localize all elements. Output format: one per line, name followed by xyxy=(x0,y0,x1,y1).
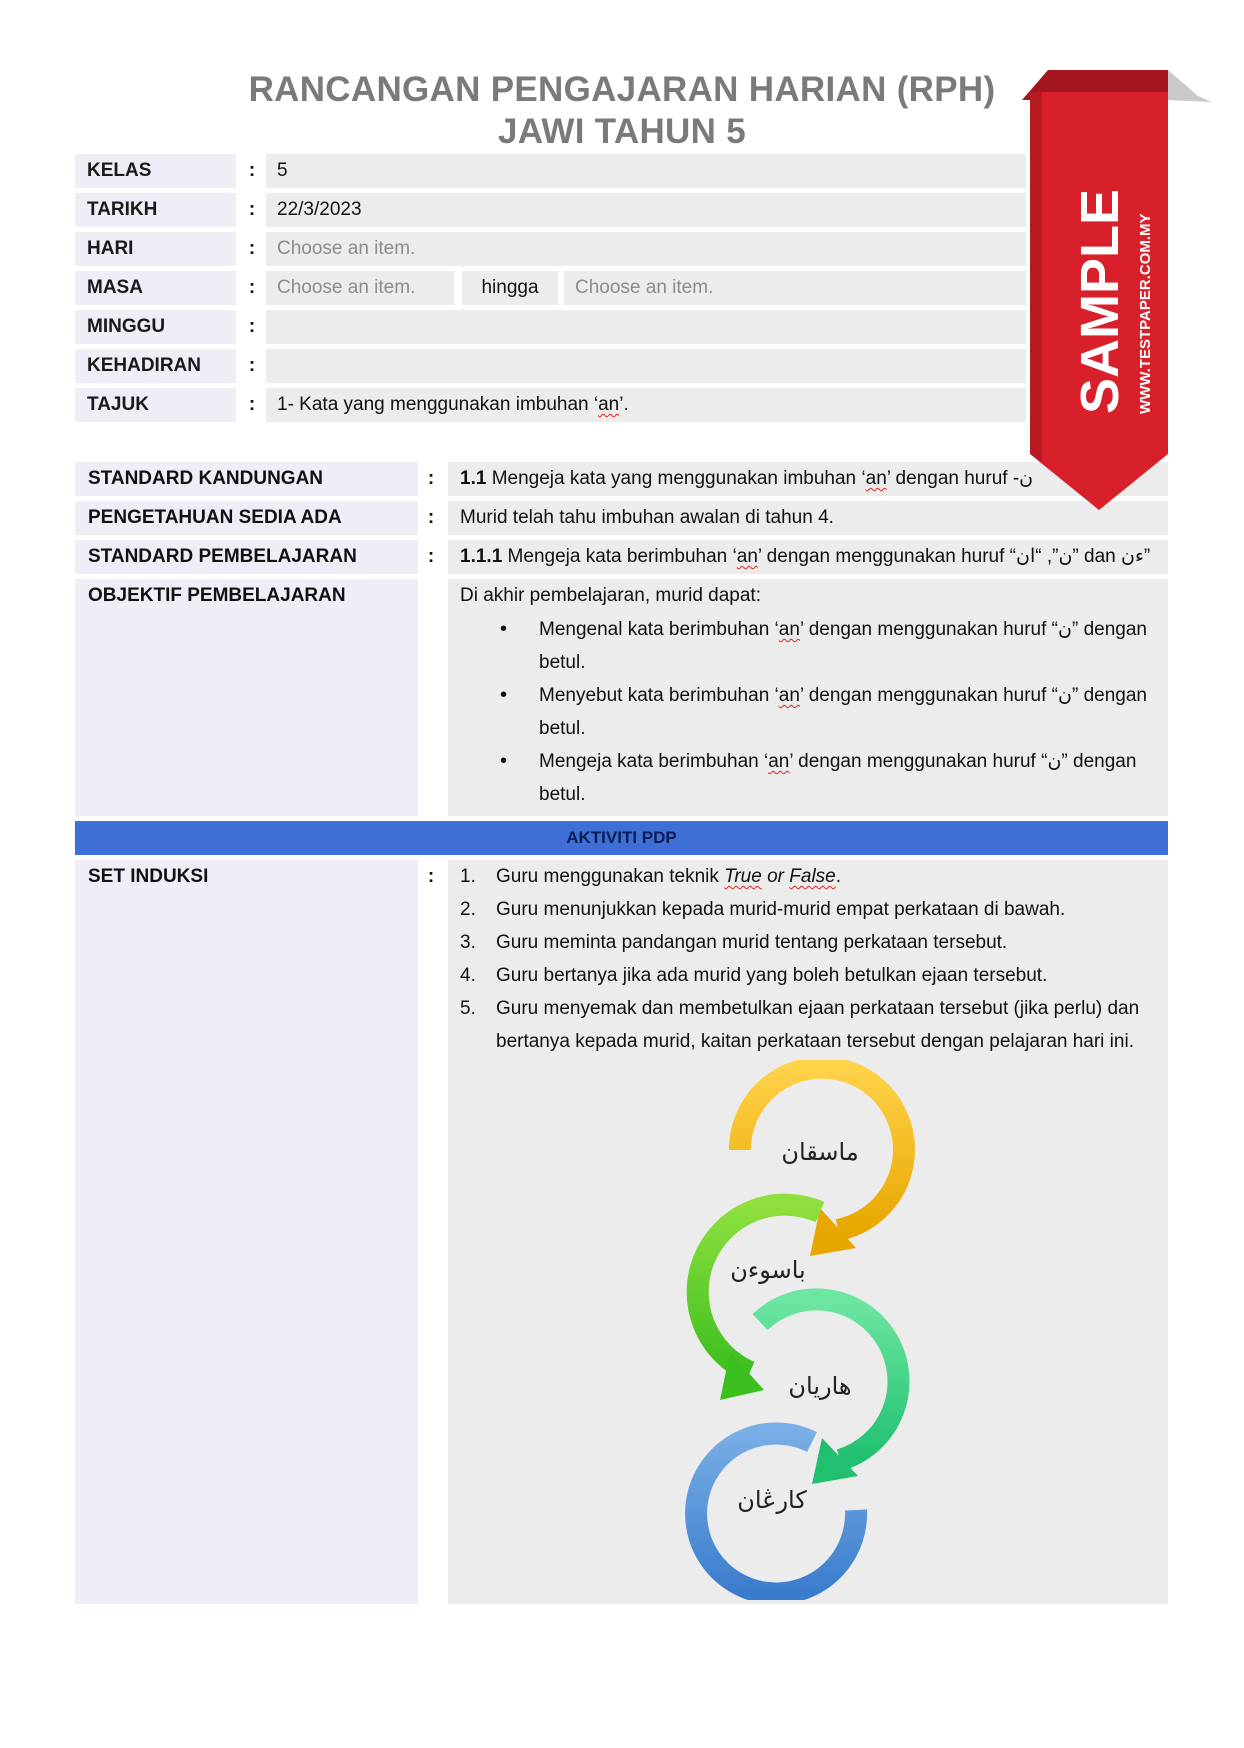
minggu-field[interactable] xyxy=(266,310,1026,344)
ribbon-sample-text: SAMPLE xyxy=(1070,188,1130,414)
aktiviti-pdp-header: AKTIVITI PDP xyxy=(75,821,1168,855)
step-number: 3. xyxy=(460,932,476,953)
hari-dropdown[interactable]: Choose an item. xyxy=(266,232,1026,266)
list-item xyxy=(500,613,1168,679)
objektif-item-pre: Mengeja kata berimbuhan ‘ xyxy=(539,751,769,772)
standard-kandungan-num: 1.1 xyxy=(460,468,487,489)
jawi-word-3: هاريان xyxy=(788,1372,852,1400)
document-title-line2: JAWI TAHUN 5 xyxy=(498,112,746,151)
tajuk-label: TAJUK xyxy=(75,388,236,422)
masa-colon: : xyxy=(248,277,256,298)
objektif-item-pre: Mengenal kata berimbuhan ‘ xyxy=(539,619,779,640)
jawi-word-2: باسوءن xyxy=(730,1256,806,1284)
kehadiran-field[interactable] xyxy=(266,349,1026,383)
objektif-item-post: ’ dengan menggunakan huruf “ن” dengan betul. xyxy=(539,619,1147,673)
step-number: 2. xyxy=(460,899,476,920)
pengetahuan-label: PENGETAHUAN SEDIA ADA xyxy=(75,501,418,535)
masa-from-dropdown[interactable]: Choose an item. xyxy=(266,271,454,305)
standard-pembelajaran-label: STANDARD PEMBELAJARAN xyxy=(75,540,418,574)
objektif-item-post: ’ dengan menggunakan huruf “ن” dengan betul. xyxy=(539,685,1147,739)
pengetahuan-text: Murid telah tahu imbuhan awalan di tahun 4. xyxy=(448,501,1168,535)
kehadiran-label: KEHADIRAN xyxy=(75,349,236,383)
objektif-label: OBJEKTIF PEMBELAJARAN xyxy=(75,579,418,816)
standard-pembelajaran-text xyxy=(448,540,1168,574)
step-text: Guru menunjukkan kepada murid-murid empat perkataan di bawah. xyxy=(496,899,1066,920)
ribbon-icon xyxy=(1020,62,1220,532)
objektif-content xyxy=(448,579,1168,816)
standard-kandungan-pre: Mengeja kata yang menggunakan imbuhan ‘ xyxy=(486,468,866,489)
list-item xyxy=(500,679,1168,745)
set-induksi-label: SET INDUKSI xyxy=(75,860,418,1604)
standard-pembelajaran-pre: Mengeja kata berimbuhan ‘ xyxy=(502,546,737,567)
step-number: 5. xyxy=(460,998,476,1019)
standard-kandungan-colon: : xyxy=(427,468,435,489)
jawi-word-4: كارڠان xyxy=(737,1486,807,1514)
standard-pembelajaran-num: 1.1.1 xyxy=(460,546,503,567)
standard-kandungan-post: ’ dengan huruf -ن xyxy=(886,468,1034,489)
masa-label: MASA xyxy=(75,271,236,305)
standard-pembelajaran-post: ’ dengan menggunakan huruf “ن”, “ان” dan ءن” xyxy=(757,546,1151,567)
document-title-line1: RANCANGAN PENGAJARAN HARIAN (RPH) xyxy=(248,70,996,109)
standard-kandungan-label: STANDARD KANDUNGAN xyxy=(75,462,418,496)
tajuk-text-an: an xyxy=(598,394,620,415)
objektif-item-post: ’ dengan menggunakan huruf “ن” dengan betul. xyxy=(539,751,1137,805)
step-false-word: False xyxy=(789,866,836,887)
set-induksi-colon: : xyxy=(427,866,435,887)
kelas-colon: : xyxy=(248,160,256,181)
kelas-field[interactable]: 5 xyxy=(266,154,1026,188)
step-true-word: True xyxy=(724,866,762,887)
step-text: Guru bertanya jika ada murid yang boleh betulkan ejaan tersebut. xyxy=(496,965,1048,986)
list-item xyxy=(500,745,1168,811)
step-number: 4. xyxy=(460,965,476,986)
kelas-label: KELAS xyxy=(75,154,236,188)
step-or-word: or xyxy=(761,866,790,887)
objektif-item-an: an xyxy=(778,685,800,706)
masa-hingga-label: hingga xyxy=(462,271,558,305)
sample-ribbon-watermark xyxy=(1020,62,1220,532)
standard-pembelajaran-an: an xyxy=(736,546,758,567)
objektif-item-an: an xyxy=(768,751,790,772)
step-text: Guru menggunakan teknik xyxy=(496,866,725,887)
objektif-item-pre: Menyebut kata berimbuhan ‘ xyxy=(539,685,779,706)
objektif-intro: Di akhir pembelajaran, murid dapat: xyxy=(460,585,761,606)
set-induksi-steps xyxy=(448,860,1168,1058)
list-item xyxy=(448,893,1168,926)
tajuk-text-post: ’. xyxy=(619,394,629,415)
tarikh-colon: : xyxy=(248,199,256,220)
step-text: Guru meminta pandangan murid tentang perkataan tersebut. xyxy=(496,932,1008,953)
step-text: Guru menyemak dan membetulkan ejaan perkataan tersebut (jika perlu) dan bertanya kepada murid, kaitan perkataan tersebut dengan pelajaran hari ini. xyxy=(496,998,1140,1052)
hari-colon: : xyxy=(248,238,256,259)
pengetahuan-colon: : xyxy=(427,507,435,528)
tarikh-label: TARIKH xyxy=(75,193,236,227)
tajuk-field[interactable] xyxy=(266,388,1026,422)
list-item xyxy=(448,992,1168,1058)
word-arrows-graphic xyxy=(660,1060,940,1600)
jawi-word-1: ماسقان xyxy=(781,1138,859,1166)
hari-label: HARI xyxy=(75,232,236,266)
tarikh-field[interactable]: 22/3/2023 xyxy=(266,193,1026,227)
tajuk-text-pre: 1- Kata yang menggunakan imbuhan ‘ xyxy=(277,394,599,415)
minggu-colon: : xyxy=(248,316,256,337)
objektif-item-an: an xyxy=(778,619,800,640)
standard-kandungan-an: an xyxy=(865,468,887,489)
list-item xyxy=(448,959,1168,992)
minggu-label: MINGGU xyxy=(75,310,236,344)
tajuk-colon: : xyxy=(248,394,256,415)
step-number: 1. xyxy=(460,866,476,887)
step-text-post: . xyxy=(835,866,842,887)
ribbon-url-text: WWW.TESTPAPER.COM.MY xyxy=(1137,213,1154,414)
kehadiran-colon: : xyxy=(248,355,256,376)
masa-to-dropdown[interactable]: Choose an item. xyxy=(564,271,1026,305)
list-item xyxy=(448,926,1168,959)
list-item xyxy=(448,860,1168,893)
objektif-list xyxy=(460,613,1168,811)
standard-pembelajaran-colon: : xyxy=(427,546,435,567)
